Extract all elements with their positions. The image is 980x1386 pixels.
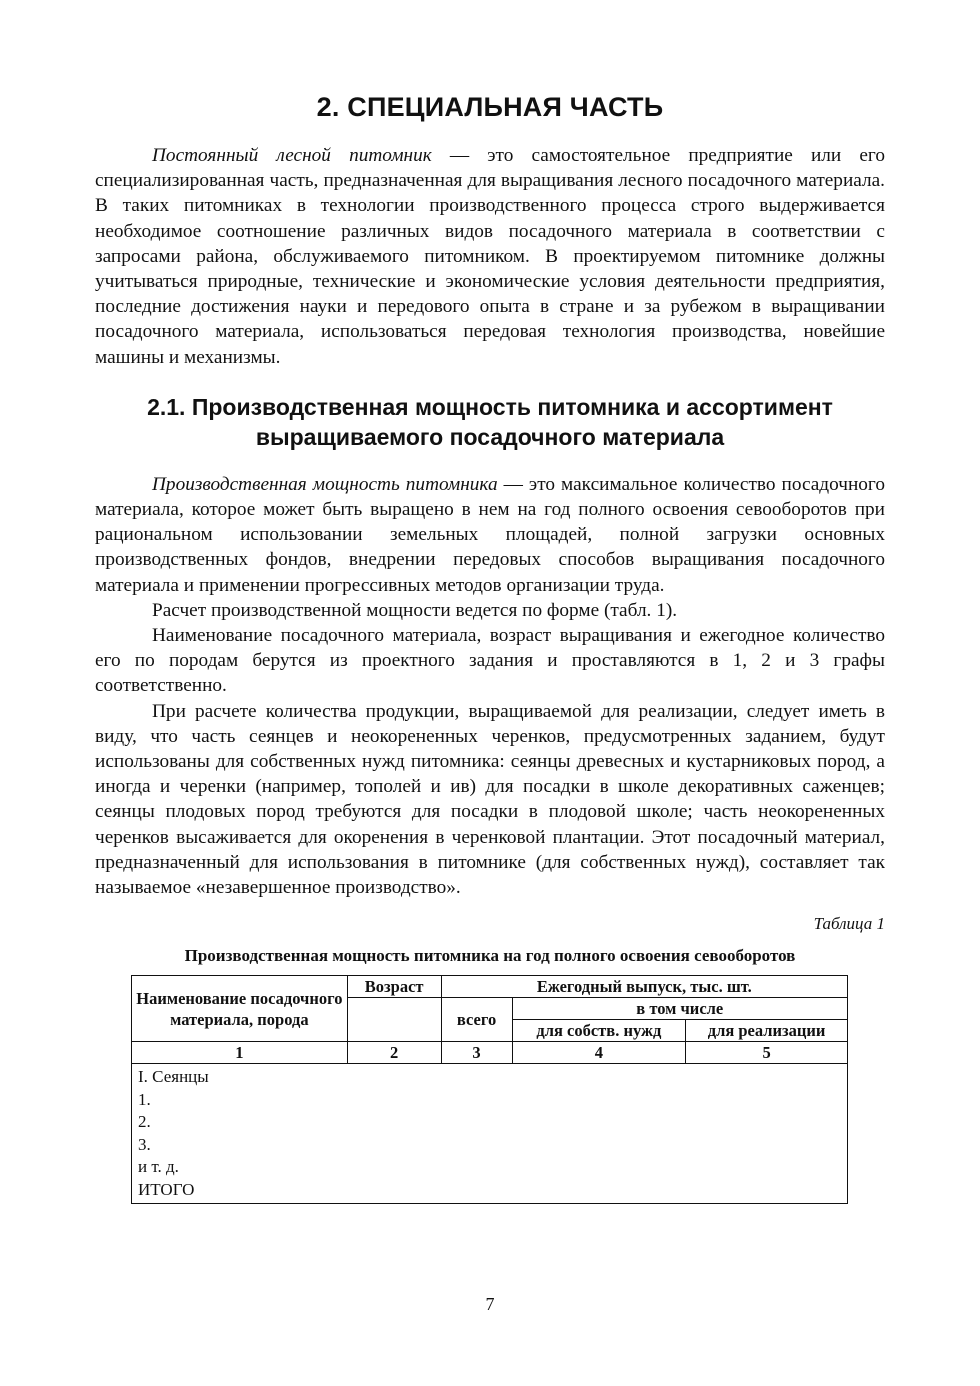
table-line: 2. [138, 1112, 151, 1132]
capacity-definition-paragraph [95, 472, 885, 598]
page-number: 7 [485, 1294, 495, 1314]
naming-paragraph: Наименование посадочного материала, возраст выращивания и ежегодное количество его по породам берутся из проектного задания и проставляются в 1, 2 и 3 графы соответственно. [95, 625, 885, 697]
intro-paragraph [95, 143, 885, 370]
chapter-heading: 2. СПЕЦИАЛЬНАЯ ЧАСТЬ [316, 92, 664, 122]
header-total: всего [441, 998, 512, 1042]
header-sale: для реализации [686, 1020, 848, 1042]
capacity-text: — это максимальное количество посадочного материала, которое может быть выращено в нем на год полного освоения севооборотов при рациональном использовании земельных площадей, полной загрузки основных производственных фондов, внедрении передовых способов выращивания посадочного материала и применении прогрессивных методов организации труда. [95, 473, 885, 596]
capacity-table [131, 975, 848, 1204]
calculation-paragraph: Расчет производственной мощности ведется по форме (табл. 1). [152, 599, 678, 621]
header-age: Возраст [347, 976, 441, 998]
section-body [95, 472, 885, 900]
col-number: 5 [686, 1042, 848, 1064]
header-annual: Ежегодный выпуск, тыс. шт. [441, 976, 847, 998]
header-own-needs: для собств. нужд [512, 1020, 686, 1042]
table-line: и т. д. [138, 1157, 179, 1177]
table-label: Таблица 1 [813, 914, 885, 934]
capacity-term: Производственная мощность питомника [152, 473, 498, 495]
table-title: Производственная мощность питомника на год полного освоения севооборотов [184, 946, 796, 966]
table-body-row [132, 1064, 848, 1204]
table-column-number-row [132, 1042, 848, 1064]
intro-term: Постоянный лесной питомник [152, 145, 432, 166]
table-body-cell [132, 1064, 848, 1204]
intro-text: — это самостоятельное предприятие или его специализированная часть, предназначенная для выращивания лесного посадочного материала. В таких питомниках в технологии производственного процесса строго выдерживается необходимое соотношение различных видов посадочного материала в соответствии с запросами района, обслуживаемого питомником. В проектируемом питомнике должны учитываться природные, технические и экономические условия деятельности предприятия, последние достижения науки и передового опыта в стране и за рубежом в выращивании посадочного материала, использоваться передовая технология производства, новейшие машины и механизмы. [95, 145, 885, 368]
col-number: 2 [347, 1042, 441, 1064]
col-number: 1 [132, 1042, 348, 1064]
header-name: Наименование посадочного материала, порода [132, 976, 348, 1042]
table-line: I. Сеянцы [138, 1067, 209, 1087]
header-age-blank [347, 998, 441, 1042]
col-number: 4 [512, 1042, 686, 1064]
table-line: ИТОГО [138, 1179, 195, 1199]
section-heading: 2.1. Производственная мощность питомника и ассортимент выращиваемого посадочного материала [147, 393, 833, 450]
table-header-row-1 [132, 976, 848, 998]
production-paragraph: При расчете количества продукции, выращиваемой для реализации, следует иметь в виду, что часть сеянцев и неокорененных черенков, предусмотренных заданием, будут использованы для собственных нужд питомника: сеянцы древесных и кустарниковых пород, а иногда и черенки (например, тополей и ив) для посадки в школе декоративных саженцев; сеянцы плодовых пород требуются для посадки в плодовой школе; часть неокорененных черенков высаживается для окоренения в черенковой плантации. Этот посадочный материал, предназначенный для использования в питомнике (для собственных нужд), составляет так называемое «незавершенное производство». [95, 700, 885, 899]
header-including: в том числе [512, 998, 847, 1020]
table-line: 1. [138, 1089, 151, 1109]
col-number: 3 [441, 1042, 512, 1064]
table-line: 3. [138, 1134, 151, 1154]
